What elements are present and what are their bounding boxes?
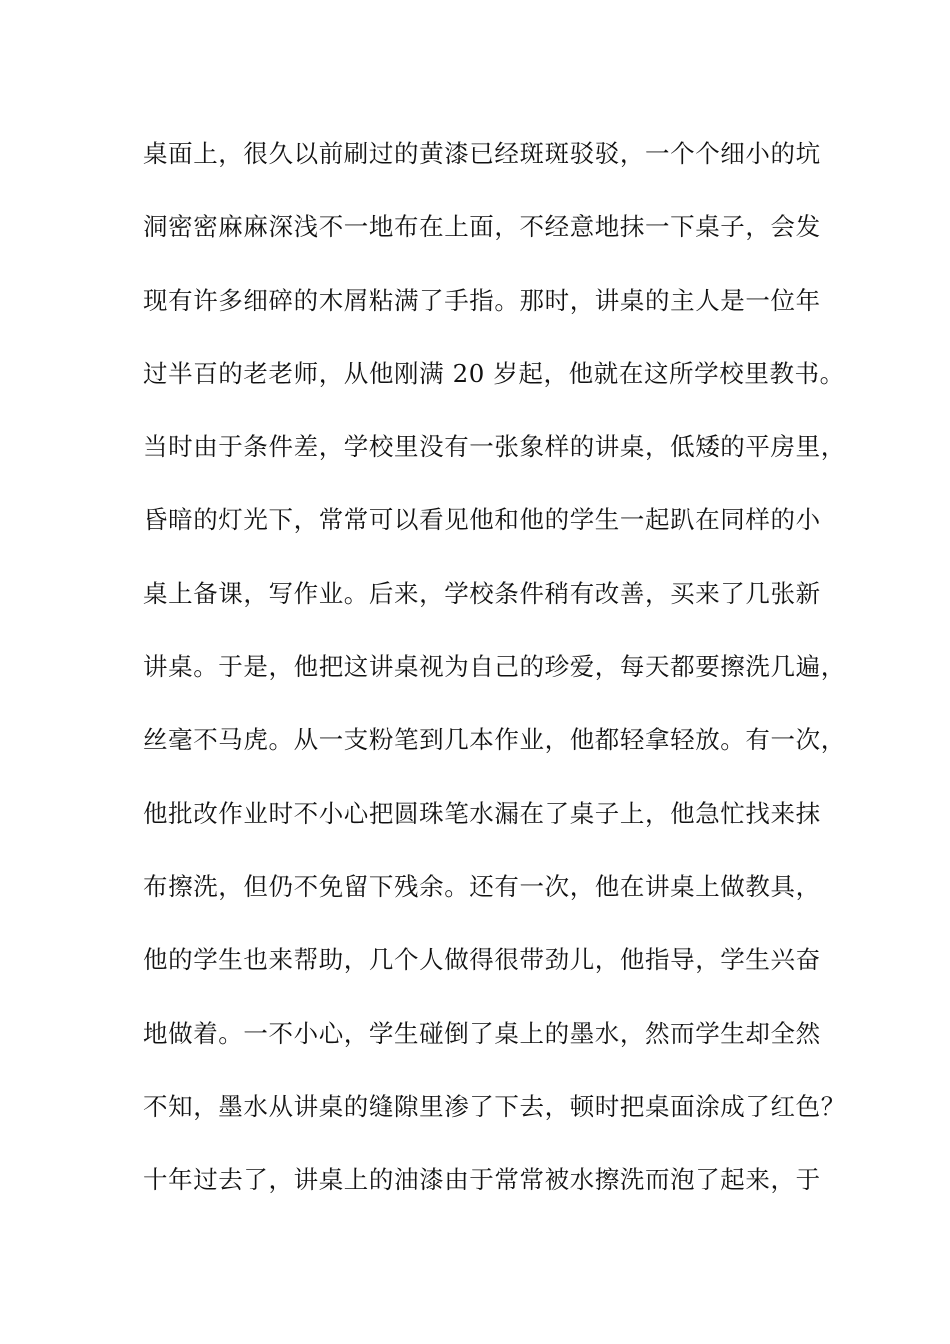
text-line: 过半百的老老师，从他刚满 20 岁起，他就在这所学校里教书。 xyxy=(143,358,845,388)
text-line: 桌上备课，写作业。后来，学校条件稍有改善，买来了几张新 xyxy=(143,578,821,608)
text-line: 不知，墨水从讲桌的缝隙里渗了下去，顿时把桌面涂成了红色？ xyxy=(143,1091,846,1121)
text-line: 布擦洗，但仍不免留下残余。还有一次，他在讲桌上做教具， xyxy=(143,871,821,901)
text-line: 讲桌。于是，他把这讲桌视为自己的珍爱，每天都要擦洗几遍， xyxy=(143,652,846,682)
text-line: 他的学生也来帮助，几个人做得很带劲儿，他指导，学生兴奋 xyxy=(143,945,821,975)
body-text xyxy=(143,134,846,1233)
text-line: 丝毫不马虎。从一支粉笔到几本作业，他都轻拿轻放。有一次， xyxy=(143,725,846,755)
text-line: 他批改作业时不小心把圆珠笔水漏在了桌子上，他急忙找来抹 xyxy=(143,798,821,828)
text-line: 当时由于条件差，学校里没有一张象样的讲桌，低矮的平房里， xyxy=(143,432,846,462)
text-line: 昏暗的灯光下，常常可以看见他和他的学生一起趴在同样的小 xyxy=(143,505,821,535)
text-line: 洞密密麻麻深浅不一地布在上面，不经意地抹一下桌子，会发 xyxy=(143,212,821,242)
text-line: 地做着。一不小心，学生碰倒了桌上的墨水，然而学生却全然 xyxy=(143,1018,821,1048)
text-line: 桌面上，很久以前刷过的黄漆已经斑斑驳驳，一个个细小的坑 xyxy=(143,139,821,168)
text-line: 十年过去了，讲桌上的油漆由于常常被水擦洗而泡了起来，于 xyxy=(143,1165,821,1195)
text-line: 现有许多细碎的木屑粘满了手指。那时，讲桌的主人是一位年 xyxy=(143,285,821,315)
